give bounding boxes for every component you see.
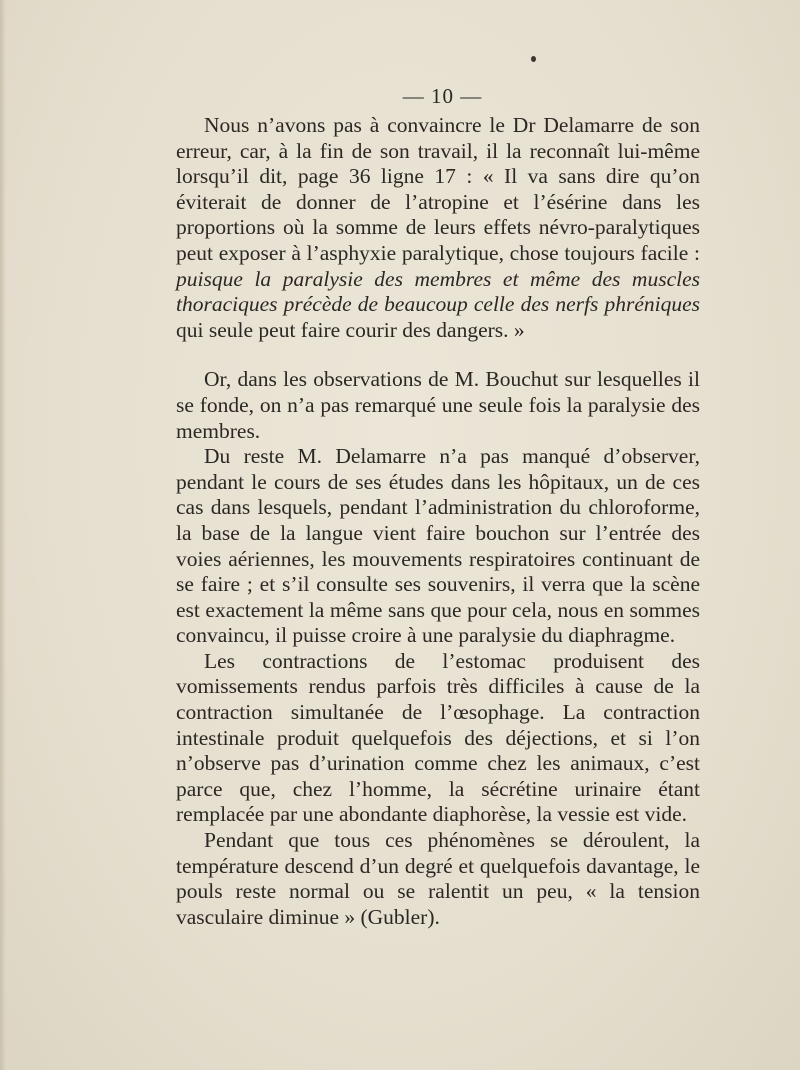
paragraph-1-segment-3: qui seule peut faire courir des dangers. » <box>176 317 525 342</box>
paragraph-4 <box>176 649 700 828</box>
paragraph-3-text: Du reste M. Delamarre n’a pas manqué d’observer, pendant le cours de ses études dans les hôpitaux, un de ces cas dans lesquels, pendant l’administration du chloroforme, la base de la langue vient faire bouchon sur l’entrée des voies aériennes, les mouvements respiratoires continuant de se faire ; et s’il consulte ses souvenirs, il verra que la scène est exactement la même sans que pour cela, nous en sommes convaincu, il puisse croire à une paralysie du diaphragme. <box>176 444 700 648</box>
paragraph-2 <box>176 367 700 444</box>
paragraph-4-text: Les contractions de l’estomac produisent des vomissements rendus parfois très difficiles à cause de la contraction simultanée de l’œsophage. La contraction intestinale produit quelquefois des déjections, et si l’on n’observe pas d’urination comme chez les animaux, c’est parce que, chez l’homme, la sécrétine urinaire étant remplacée par une abondante diaphorèse, la vessie est vide. <box>176 648 700 827</box>
paragraph-5-text: Pendant que tous ces phénomènes se déroulent, la température descend d’un degré et quelquefois davantage, le pouls reste normal ou se ralentit un peu, « la tension vasculaire diminue » (Gubler). <box>176 828 700 929</box>
page-edge-shadow <box>0 0 6 1070</box>
paragraph-1-italic-quote: puisque la paralysie des membres et même des muscles thoraciques précède de beaucoup celle des nerfs phréniques <box>176 266 700 317</box>
paragraph-3 <box>176 444 700 649</box>
ink-speck <box>531 56 536 62</box>
paragraph-5 <box>176 828 700 930</box>
paragraph-1 <box>176 113 700 343</box>
page-number: — 10 — <box>402 84 483 108</box>
paragraph-1-segment-1: Nous n’avons pas à convaincre le Dr Delamarre de son erreur, car, à la fin de son travail, il la reconnaît lui-même lorsqu’il dit, page 36 ligne 17 : « Il va sans dire qu’on éviterait de donner de l’atropine et l’ésérine dans les proportions où la somme de leurs effets névro-paralytiques peut exposer à l’asphyxie paralytique, chose toujours facile : <box>176 113 700 265</box>
paragraph-2-text: Or, dans les observations de M. Bouchut sur lesquelles il se fonde, on n’a pas remarqué une seule fois la paralysie des membres. <box>176 367 700 443</box>
paragraph-gap <box>176 343 700 367</box>
body-text <box>176 113 700 930</box>
